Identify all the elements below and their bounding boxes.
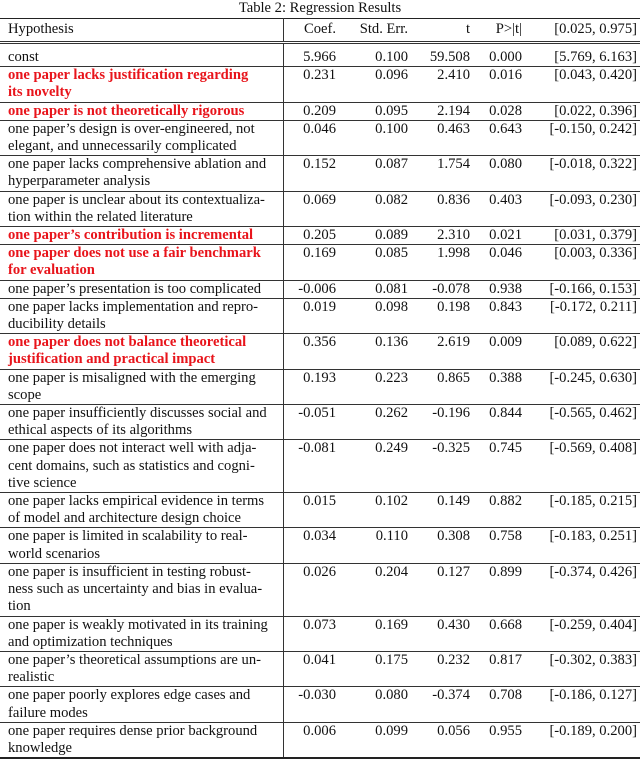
table-row (0, 280, 640, 298)
coef-cell: 0.231 (303, 67, 336, 84)
p-value-cell: 0.016 (489, 67, 522, 84)
std-err-cell: 0.089 (375, 227, 408, 244)
std-err-cell: 0.085 (375, 245, 408, 262)
p-value-cell: 0.388 (489, 369, 522, 386)
std-err-cell: 0.102 (375, 493, 408, 510)
table-row (0, 298, 640, 333)
confidence-interval-cell: [-0.018, 0.322] (549, 156, 637, 173)
std-err-cell: 0.204 (375, 563, 408, 580)
std-err-cell: 0.100 (375, 49, 408, 65)
std-err-cell: 0.095 (375, 102, 408, 119)
header-std-err: Std. Err. (339, 19, 411, 43)
hypothesis-cell: one paper is limited in scalability to real- world scenarios (0, 528, 283, 563)
t-cell: 0.308 (437, 528, 470, 545)
confidence-interval-cell: [-0.150, 0.242] (549, 120, 637, 137)
table-caption: Table 2: Regression Results (238, 0, 402, 16)
coef-cell: 5.966 (303, 49, 336, 65)
hypothesis-cell: one paper’s presentation is too complicated (0, 280, 283, 298)
confidence-interval-cell: [-0.093, 0.230] (549, 191, 637, 208)
std-err-cell: 0.099 (375, 722, 408, 739)
confidence-interval-cell: [0.003, 0.336] (554, 245, 637, 262)
p-value-cell: 0.708 (489, 687, 522, 704)
confidence-interval-cell: [-0.186, 0.127] (549, 687, 637, 704)
t-cell: 59.508 (429, 49, 470, 65)
std-err-cell: 0.100 (375, 120, 408, 137)
coef-cell: 0.006 (303, 722, 336, 739)
p-value-cell: 0.046 (489, 245, 522, 262)
hypothesis-cell: one paper is not theoretically rigorous (0, 102, 283, 120)
hypothesis-cell: one paper’s theoretical assumptions are un- realistic (0, 651, 283, 686)
t-cell: 0.149 (437, 493, 470, 510)
std-err-cell: 0.175 (375, 651, 408, 668)
p-value-cell: 0.009 (489, 334, 522, 351)
t-cell: 0.127 (437, 563, 470, 580)
t-cell: 0.198 (437, 298, 470, 315)
table-row (0, 334, 640, 369)
header-p-value: P>|t| (473, 19, 525, 43)
coef-cell: 0.019 (303, 298, 336, 315)
table-row (0, 493, 640, 528)
coef-cell: 0.041 (303, 651, 336, 668)
hypothesis-cell: const (0, 43, 283, 67)
p-value-cell: 0.843 (489, 298, 522, 315)
confidence-interval-cell: [-0.565, 0.462] (549, 405, 637, 422)
std-err-cell: 0.098 (375, 298, 408, 315)
std-err-cell: 0.110 (375, 528, 408, 545)
hypothesis-cell: one paper insufficiently discusses social and ethical aspects of its algorithms (0, 405, 283, 440)
coef-cell: -0.030 (298, 687, 336, 704)
coef-cell: -0.081 (298, 440, 336, 457)
coef-cell: 0.046 (303, 120, 336, 137)
table-row (0, 563, 640, 616)
p-value-cell: 0.817 (489, 651, 522, 668)
hypothesis-cell: one paper is misaligned with the emerging scope (0, 369, 283, 404)
coef-cell: 0.193 (303, 369, 336, 386)
p-value-cell: 0.844 (489, 405, 522, 422)
header-hypothesis: Hypothesis (0, 19, 283, 43)
hypothesis-cell: one paper requires dense prior background knowledge (0, 722, 283, 758)
p-value-cell: 0.882 (489, 493, 522, 510)
std-err-cell: 0.080 (375, 687, 408, 704)
t-cell: -0.325 (432, 440, 470, 457)
p-value-cell: 0.080 (489, 156, 522, 173)
coef-cell: 0.205 (303, 227, 336, 244)
t-cell: 0.056 (437, 722, 470, 739)
t-cell: 0.430 (437, 616, 470, 633)
t-cell: 1.754 (437, 156, 470, 173)
table-row (0, 43, 640, 67)
confidence-interval-cell: [0.089, 0.622] (554, 334, 637, 351)
confidence-interval-cell: [-0.569, 0.408] (549, 440, 637, 457)
hypothesis-cell: one paper is unclear about its contextualiza- tion within the related literature (0, 191, 283, 226)
coef-cell: 0.073 (303, 616, 336, 633)
hypothesis-cell: one paper does not use a fair benchmark for evaluation (0, 245, 283, 280)
p-value-cell: 0.403 (489, 191, 522, 208)
header-confidence-interval: [0.025, 0.975] (525, 19, 640, 43)
confidence-interval-cell: [-0.185, 0.215] (549, 493, 637, 510)
confidence-interval-cell: [-0.374, 0.426] (549, 563, 637, 580)
t-cell: 2.410 (437, 67, 470, 84)
std-err-cell: 0.262 (375, 405, 408, 422)
confidence-interval-cell: [0.043, 0.420] (554, 67, 637, 84)
t-cell: 2.310 (437, 227, 470, 244)
confidence-interval-cell: [-0.245, 0.630] (549, 369, 637, 386)
table-row (0, 616, 640, 651)
p-value-cell: 0.938 (489, 280, 522, 297)
table-header-row (0, 19, 640, 43)
t-cell: 0.836 (437, 191, 470, 208)
table-row (0, 245, 640, 280)
table-row (0, 156, 640, 191)
std-err-cell: 0.082 (375, 191, 408, 208)
std-err-cell: 0.081 (375, 280, 408, 297)
p-value-cell: 0.899 (489, 563, 522, 580)
hypothesis-cell: one paper poorly explores edge cases and failure modes (0, 687, 283, 722)
hypothesis-cell: one paper does not interact well with adja- cent domains, such as statistics and cogni- tive science (0, 440, 283, 493)
confidence-interval-cell: [0.022, 0.396] (554, 102, 637, 119)
coef-cell: -0.006 (298, 280, 336, 297)
table-row (0, 651, 640, 686)
table-row (0, 67, 640, 102)
std-err-cell: 0.087 (375, 156, 408, 173)
p-value-cell: 0.000 (489, 49, 522, 65)
coef-cell: 0.209 (303, 102, 336, 119)
coef-cell: 0.034 (303, 528, 336, 545)
coef-cell: 0.015 (303, 493, 336, 510)
std-err-cell: 0.136 (375, 334, 408, 351)
p-value-cell: 0.745 (489, 440, 522, 457)
coef-cell: -0.051 (298, 405, 336, 422)
confidence-interval-cell: [0.031, 0.379] (554, 227, 637, 244)
table-row (0, 528, 640, 563)
p-value-cell: 0.668 (489, 616, 522, 633)
table-row (0, 369, 640, 404)
confidence-interval-cell: [-0.183, 0.251] (549, 528, 637, 545)
hypothesis-cell: one paper is insufficient in testing robust- ness such as uncertainty and bias in evalua- tion (0, 563, 283, 616)
t-cell: 0.463 (437, 120, 470, 137)
coef-cell: 0.026 (303, 563, 336, 580)
t-cell: 0.232 (437, 651, 470, 668)
p-value-cell: 0.758 (489, 528, 522, 545)
t-cell: -0.196 (432, 405, 470, 422)
hypothesis-cell: one paper’s contribution is incremental (0, 227, 283, 245)
t-cell: 1.998 (437, 245, 470, 262)
std-err-cell: 0.223 (375, 369, 408, 386)
table-row (0, 191, 640, 226)
confidence-interval-cell: [-0.189, 0.200] (549, 722, 637, 739)
coef-cell: 0.169 (303, 245, 336, 262)
confidence-interval-cell: [-0.302, 0.383] (549, 651, 637, 668)
hypothesis-cell: one paper does not balance theoretical justification and practical impact (0, 334, 283, 369)
p-value-cell: 0.643 (489, 120, 522, 137)
t-cell: 2.619 (437, 334, 470, 351)
table-row (0, 687, 640, 722)
regression-results-table (0, 18, 640, 759)
hypothesis-cell: one paper lacks implementation and repro- ducibility details (0, 298, 283, 333)
hypothesis-cell: one paper is weakly motivated in its training and optimization techniques (0, 616, 283, 651)
table-row (0, 722, 640, 758)
coef-cell: 0.152 (303, 156, 336, 173)
coef-cell: 0.356 (303, 334, 336, 351)
hypothesis-cell: one paper lacks justification regarding its novelty (0, 67, 283, 102)
coef-cell: 0.069 (303, 191, 336, 208)
confidence-interval-cell: [-0.166, 0.153] (549, 280, 637, 297)
header-t: t (411, 19, 473, 43)
confidence-interval-cell: [-0.172, 0.211] (549, 298, 637, 315)
table-row (0, 405, 640, 440)
t-cell: -0.078 (432, 280, 470, 297)
t-cell: 2.194 (437, 102, 470, 119)
p-value-cell: 0.021 (489, 227, 522, 244)
table-row (0, 227, 640, 245)
table-row (0, 440, 640, 493)
std-err-cell: 0.096 (375, 67, 408, 84)
header-coef: Coef. (283, 19, 339, 43)
t-cell: 0.865 (437, 369, 470, 386)
confidence-interval-cell: [-0.259, 0.404] (549, 616, 637, 633)
p-value-cell: 0.028 (489, 102, 522, 119)
t-cell: -0.374 (432, 687, 470, 704)
confidence-interval-cell: [5.769, 6.163] (554, 49, 637, 65)
p-value-cell: 0.955 (489, 722, 522, 739)
hypothesis-cell: one paper’s design is over-engineered, not elegant, and unnecessarily complicated (0, 120, 283, 155)
hypothesis-cell: one paper lacks empirical evidence in terms of model and architecture design choice (0, 493, 283, 528)
std-err-cell: 0.169 (375, 616, 408, 633)
table-row (0, 120, 640, 155)
hypothesis-cell: one paper lacks comprehensive ablation and hyperparameter analysis (0, 156, 283, 191)
std-err-cell: 0.249 (375, 440, 408, 457)
table-row (0, 102, 640, 120)
